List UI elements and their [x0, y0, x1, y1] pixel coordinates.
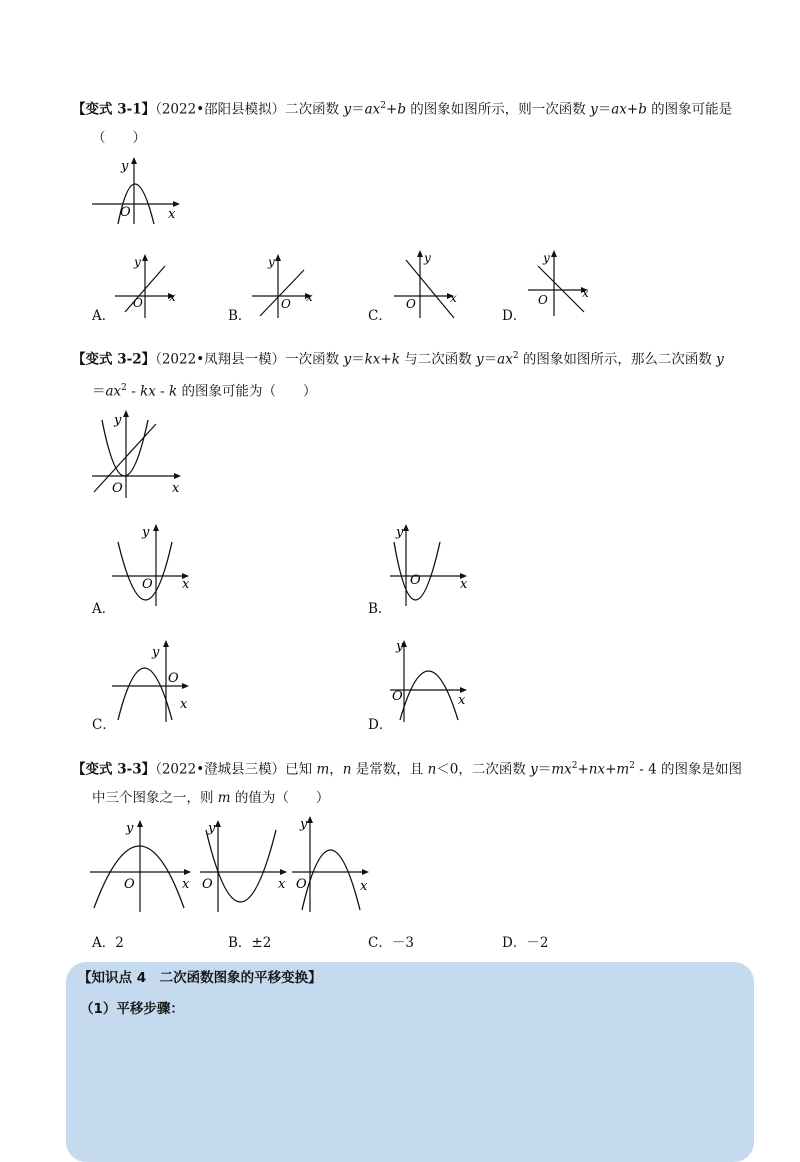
q32-option-d[interactable]: D．: [368, 717, 393, 733]
svg-text:O: O: [202, 877, 213, 892]
q31-paren: （ ）: [92, 130, 146, 146]
svg-text:O: O: [124, 877, 135, 892]
svg-text:O: O: [281, 297, 291, 311]
svg-text:x: x: [169, 290, 176, 304]
svg-text:O: O: [142, 577, 153, 592]
q33-graph-2: [198, 814, 294, 914]
svg-text:y: y: [134, 255, 141, 269]
knowledge-panel: [66, 962, 754, 1162]
svg-text:O: O: [133, 296, 143, 310]
svg-text:y: y: [396, 639, 404, 654]
q32-label: 【变式 3-2】: [72, 351, 156, 368]
q33-source: （2022•澄城县三模）: [155, 761, 286, 778]
svg-text:x: x: [458, 693, 466, 708]
q33-label: 【变式 3-3】: [72, 761, 156, 778]
svg-text:y: y: [396, 525, 404, 540]
svg-text:O: O: [538, 293, 548, 307]
svg-text:x: x: [182, 577, 190, 592]
svg-text:y: y: [126, 821, 134, 836]
svg-text:O: O: [168, 671, 179, 686]
svg-text:x: x: [582, 286, 589, 300]
q33-option-c[interactable]: C．－3: [368, 935, 414, 951]
svg-text:y: y: [142, 525, 150, 540]
q31-option-a-graph: [115, 248, 185, 320]
q31-option-d[interactable]: D．: [502, 308, 527, 324]
q33-stem-line2: 中三个图象之一，则 m 的值为（ ）: [92, 790, 330, 806]
q31-option-c-graph: [394, 244, 464, 320]
svg-text:y: y: [300, 817, 308, 832]
q32-option-b-graph: [388, 518, 478, 608]
q31-stem: 【变式 3-1】（2022•邵阳县模拟）二次函数 $y=ax^2+b$ 的图象如图所示，则一次函数 y＝ax+b 的图象可能是: [72, 101, 733, 118]
q32-option-a[interactable]: A．: [92, 601, 116, 617]
svg-text:x: x: [172, 481, 180, 496]
knowledge-title: 【知识点 4 二次函数图象的平移变换】: [78, 970, 322, 986]
svg-text:x: x: [450, 291, 457, 305]
svg-text:O: O: [410, 573, 421, 588]
svg-text:x: x: [306, 290, 313, 304]
q31-option-a[interactable]: A．: [92, 308, 116, 324]
q31-option-b-graph: [252, 248, 322, 320]
svg-text:O: O: [120, 205, 131, 220]
knowledge-step: （1）平移步骤：: [80, 1001, 184, 1017]
q31-source: （2022•邵阳县模拟）: [155, 101, 286, 118]
svg-text:x: x: [278, 877, 286, 892]
q33-option-b[interactable]: B．±2: [228, 935, 272, 951]
q33-option-d[interactable]: D．－2: [502, 935, 549, 951]
svg-text:y: y: [424, 251, 431, 265]
svg-text:y: y: [268, 255, 275, 269]
q33-option-a[interactable]: A．2: [92, 935, 124, 951]
q32-option-a-graph: [110, 518, 200, 608]
svg-text:y: y: [114, 413, 122, 428]
svg-text:O: O: [406, 297, 416, 311]
svg-text:y: y: [152, 645, 160, 660]
q31-option-b[interactable]: B．: [228, 308, 252, 324]
q32-stem-line2: $=ax^2$ - kx - k 的图象可能为（ ）: [92, 383, 317, 400]
svg-text:y: y: [543, 251, 550, 265]
q31-option-c[interactable]: C．: [368, 308, 392, 324]
q33-graph-1: [88, 814, 198, 914]
svg-text:x: x: [182, 877, 190, 892]
svg-text:O: O: [392, 689, 403, 704]
q32-stem-graph: [88, 404, 188, 500]
q31-label: 【变式 3-1】: [72, 101, 156, 118]
svg-text:x: x: [180, 697, 188, 712]
svg-text:x: x: [168, 207, 176, 222]
q32-option-c[interactable]: C．: [92, 717, 116, 733]
q33-graph-3: [290, 810, 380, 914]
q32-option-b[interactable]: B．: [368, 601, 392, 617]
q31-option-d-graph: [528, 244, 598, 320]
svg-text:O: O: [296, 877, 307, 892]
svg-text:y: y: [121, 159, 129, 174]
svg-text:y: y: [208, 821, 216, 836]
q32-option-c-graph: [110, 634, 200, 724]
q31-stem-graph: [88, 152, 188, 227]
svg-text:x: x: [360, 879, 368, 894]
q32-option-d-graph: [388, 634, 478, 724]
svg-text:x: x: [460, 577, 468, 592]
q33-stem: 【变式 3-3】（2022•澄城县三模）已知 m，n 是常数，且 n＜0，二次函数 $y=mx^2+nx+m^2 - 4$ 的图象是如图: [72, 761, 742, 778]
q32-stem: 【变式 3-2】（2022•凤翔县一模）一次函数 y＝kx+k 与二次函数 $y=ax^2$ 的图象如图所示，那么二次函数 y: [72, 351, 724, 368]
svg-text:O: O: [112, 481, 123, 496]
q32-source: （2022•凤翔县一模）: [155, 351, 286, 368]
